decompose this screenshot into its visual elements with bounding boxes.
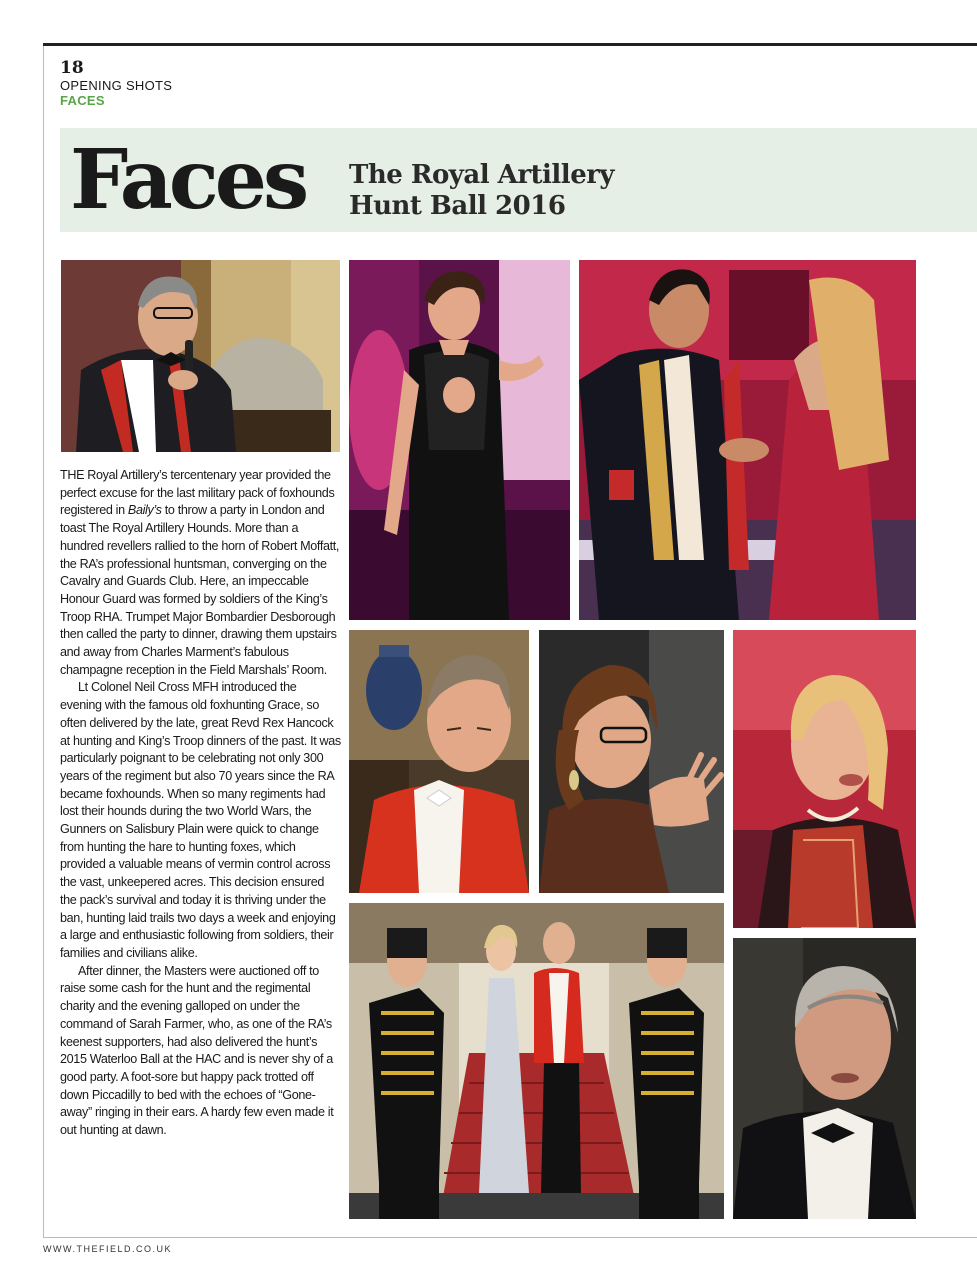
paragraph-1-part-a: THE Royal Artillery’s tercentenary year provided the perfect excuse for the last military pack of foxhounds registered in	[60, 468, 335, 518]
photo-blonde-woman	[733, 630, 916, 928]
publication-name: Baily’s	[127, 503, 162, 518]
left-rule	[43, 46, 44, 1238]
photo-speaker-microphone	[61, 260, 340, 452]
subsection-label: FACES	[60, 93, 105, 108]
footer-url: WWW.THEFIELD.CO.UK	[43, 1244, 172, 1254]
article-subtitle	[349, 160, 614, 222]
subtitle-line-2: Hunt Ball 2016	[349, 191, 566, 221]
page-number: 18	[60, 58, 84, 78]
bottom-rule	[43, 1237, 977, 1238]
top-rule	[43, 43, 977, 46]
article-paragraph-3: After dinner, the Masters were auctioned off to raise some cash for the hunt and the regimental charity and the evening galloped on under the command of Sarah Farmer, who, as one of the RA’s keenest supporters, had also delivered the hunt’s 2015 Waterloo Ball at the HAC and is never shy of a good party. A foot-sore but happy pack trotted off down Piccadilly to bed with the echoes of “Gone-away” ringing in their ears. A hardy few even made it out hunting at dawn.	[60, 963, 334, 1138]
photo-man-red-coat	[349, 630, 529, 893]
section-label: OPENING SHOTS	[60, 78, 173, 93]
photo-uniform-dancing-couple	[579, 260, 916, 620]
article-paragraph-2: Lt Colonel Neil Cross MFH introduced the evening with the famous old foxhunting Grace, so often delivered by the late, great Revd Rex Hancock at hunting and King’s Troop dinners of the past. It was particularly poignant to be celebrating not only 300 years of the regiment but also 70 years since the RA became foxhounds. When so many regiments had lost their hounds during the two World Wars, the Gunners on Salisbury Plain were quick to change from hunting the hare to hunting foxes, which provided a valuable means of vermin control across the vast, unkeepered acres. This decision ensured the pack’s survival and today it is thriving under the ban, hunting laid trails two days a week and enjoying a large and enthusiastic following from soldiers, their families and civilians alike.	[60, 680, 341, 960]
page-title: Faces	[70, 132, 306, 228]
photo-honour-guard-staircase	[349, 903, 724, 1219]
article-body	[60, 467, 341, 1140]
photo-woman-glasses	[539, 630, 724, 893]
subtitle-line-1: The Royal Artillery	[349, 160, 615, 190]
photo-dancing-woman-lace	[349, 260, 570, 620]
article-paragraph-1	[60, 467, 341, 679]
paragraph-1-part-b: to throw a party in London and toast The Royal Artillery Hounds. More than a hundred revellers rallied to the horn of Robert Moffatt, the RA’s professional huntsman, converging on the Cavalry and Guards Club. Here, an impeccable Honour Guard was formed by soldiers of the King’s Troop RHA. Trumpet Major Bombardier Desborough then called the party to dinner, drawing them upstairs and away from Charles Marment’s fabulous champagne reception in the Field Marshals’ Room.	[60, 503, 340, 677]
photo-older-man-bowtie	[733, 938, 916, 1219]
